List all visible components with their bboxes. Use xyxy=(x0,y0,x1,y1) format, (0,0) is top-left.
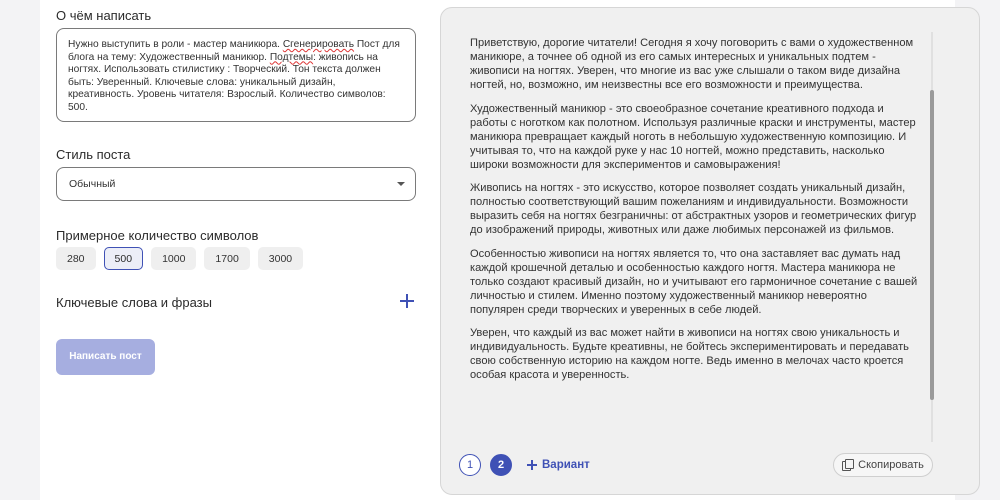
variant-pager xyxy=(459,454,590,476)
copy-button-label: Скопировать xyxy=(858,459,924,471)
chars-label: Примерное количество символов xyxy=(56,228,259,243)
copy-icon xyxy=(842,459,853,471)
post-paragraph: Уверен, что каждый из вас может найти в живописи на ногтях свою уникальность и индивидуальность. Будьте креативны, не бойтесь экспериментировать и передавать свою собственную историю на каждом ногте. Ведь именно в мелочах часто кроется особая красота и уверенность. xyxy=(470,327,909,381)
write-post-button[interactable]: Написать пост xyxy=(56,339,155,375)
add-variant-label: Вариант xyxy=(542,459,590,471)
topic-text: Нужно выступить в роли - мастер маникюра. xyxy=(68,39,283,50)
result-panel xyxy=(440,7,980,495)
page xyxy=(40,0,955,500)
topic-text-misspelled: Сгенерировать xyxy=(282,39,355,50)
char-option-500[interactable]: 500 xyxy=(104,247,144,270)
plus-icon xyxy=(527,460,537,470)
char-option-3000[interactable]: 3000 xyxy=(258,247,303,270)
post-paragraph: Художественный маникюр - это своеобразное сочетание креативного подхода и работы с ноготком как полотном. Используя различные краски и инструменты, мастер маникюра превращает каждый ноготь в небольшую художественную композицию. И учитывая то, что на каждой руке у нас 10 ногтей, можно представить, насколько широки возможности для экспериментов и самовыражения! xyxy=(470,102,916,171)
topic-text-misspelled: Подтемы xyxy=(269,51,314,63)
char-count-options xyxy=(56,247,303,270)
char-option-1000[interactable]: 1000 xyxy=(151,247,196,270)
keywords-label: Ключевые слова и фразы xyxy=(56,295,212,310)
topic-textarea[interactable] xyxy=(56,28,416,122)
add-variant-button[interactable] xyxy=(527,459,590,471)
variant-page-1[interactable]: 1 xyxy=(459,454,481,476)
post-paragraph: Живопись на ногтях - это искусство, которое позволяет создать уникальный дизайн, полностью соответствующий вашим пожеланиям и индивидуальности. Возможности выразить себя на ногтях безграничны: от абстрактных узоров и геометрических фигур до изображений природы, животных или даже любимых персонажей из фильмов. xyxy=(470,182,917,236)
char-option-280[interactable]: 280 xyxy=(56,247,96,270)
scrollbar-thumb[interactable] xyxy=(930,90,934,400)
add-keyword-plus-icon[interactable] xyxy=(400,294,414,308)
post-paragraph: Приветствую, дорогие читатели! Сегодня я хочу поговорить с вами о художественном маникюре, а точнее об одной из его самых интересных и уникальных подтем - живописи на ногтях. Уверен, что многие из вас уже слышали о таком виде дизайна ногтей, но, возможно, им неизвестны все его возможности и преимущества. xyxy=(470,37,914,91)
topic-text: : живопись на ногтях. Использовать стилистику : Творческий. Тон текста должен быть: Уверенный. Ключевые слова: уникальный дизайн, креативность. Уровень читателя: Взрослый. Количество символов: 500. xyxy=(68,51,386,113)
generated-post-text xyxy=(470,36,922,436)
topic-text: Пост для блога на тему: Художественный маникюр. xyxy=(68,39,400,63)
chevron-down-icon xyxy=(397,182,405,186)
style-select-value: Обычный xyxy=(69,178,116,190)
copy-button[interactable] xyxy=(833,453,933,477)
style-label: Стиль поста xyxy=(56,147,131,162)
char-option-1700[interactable]: 1700 xyxy=(204,247,249,270)
variant-page-2[interactable]: 2 xyxy=(490,454,512,476)
style-select[interactable] xyxy=(56,167,416,201)
topic-label: О чём написать xyxy=(56,8,152,23)
post-paragraph: Особенностью живописи на ногтях является то, что она заставляет вас думать над каждой крошечной деталью и особенностью каждого ногтя. Мастера маникюра не только создают красивый дизайн, но и учитывают его гармоничное сочетание с вашей личностью и стилем. Именно поэтому художественный маникюр невероятно популярен среди творческих и уверенных в себе людей. xyxy=(470,247,918,316)
